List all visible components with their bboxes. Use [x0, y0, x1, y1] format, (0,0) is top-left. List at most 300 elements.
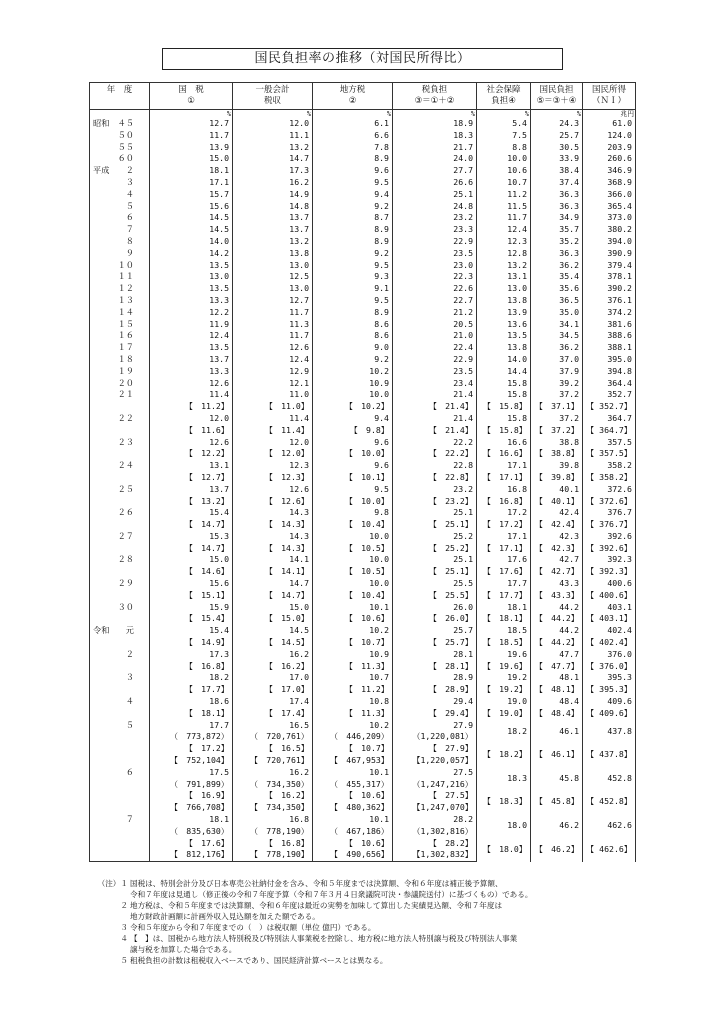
table-cell: 27.9 [393, 720, 477, 732]
table-cell [90, 613, 150, 625]
table-cell: 48.4 [531, 696, 583, 708]
table-cell: 【 22.8】 [393, 472, 477, 484]
table-row [90, 189, 636, 201]
table-cell: 10.1 [313, 814, 393, 826]
table-cell: 9.5 [313, 295, 393, 307]
table-cell: 14.1 [233, 554, 313, 566]
table-row [90, 130, 636, 142]
table-cell: 【 11.6】 [150, 425, 233, 437]
table-row [90, 153, 636, 165]
table-cell: 379.4 [583, 260, 636, 272]
table-cell: 34.1 [531, 319, 583, 331]
header-social-security-sub: 負担④ [477, 96, 531, 110]
table-cell: 8.9 [313, 307, 393, 319]
table-row [90, 602, 636, 614]
table-cell: 38.4 [531, 165, 583, 177]
table-cell: 【 17.1】 [477, 472, 531, 484]
table-row [90, 248, 636, 260]
table-cell: （ 734,350） [233, 779, 313, 791]
table-cell: 364.4 [583, 378, 636, 390]
table-cell: 25.5 [393, 578, 477, 590]
header-tax-burden: 税負担 [393, 83, 477, 97]
table-cell: 10.1 [313, 602, 393, 614]
table-cell: ２７ [90, 531, 150, 543]
table-row [90, 378, 636, 390]
table-cell: 24.3 [531, 118, 583, 130]
table-row [90, 708, 636, 720]
table-row [90, 838, 636, 850]
table-cell: ５ [90, 201, 150, 213]
table-cell: 23.0 [393, 260, 477, 272]
table-cell: 34.9 [531, 212, 583, 224]
table-cell: 15.6 [150, 578, 233, 590]
table-cell: １８ [90, 354, 150, 366]
table-cell [90, 755, 150, 767]
table-cell: 【 11.4】 [233, 425, 313, 437]
table-row [90, 566, 636, 578]
table-cell: 16.6 [477, 437, 531, 449]
table-cell: 13.0 [233, 260, 313, 272]
table-cell: 16.2 [233, 767, 313, 779]
header-social-security: 社会保障 [477, 83, 531, 97]
table-cell: 【 10.1】 [313, 472, 393, 484]
table-cell: 【 14.7】 [150, 543, 233, 555]
table-cell: 24.8 [393, 201, 477, 213]
table-cell: 10.7 [313, 672, 393, 684]
table-cell: 【 372.6】 [583, 496, 636, 508]
table-cell: 16.8 [477, 484, 531, 496]
header-national-income: 国民所得 [583, 83, 636, 97]
table-cell: 22.8 [393, 460, 477, 472]
table-body [90, 118, 636, 862]
table-cell: 12.5 [233, 271, 313, 283]
table-cell: １５ [90, 319, 150, 331]
table-cell [90, 496, 150, 508]
table-cell: 21.4 [393, 413, 477, 425]
table-cell: 【 490,656】 [313, 849, 393, 861]
table-cell: 12.9 [233, 366, 313, 378]
table-cell: 11.7 [233, 330, 313, 342]
table-cell: 17.6 [477, 554, 531, 566]
table-cell: 12.0 [150, 413, 233, 425]
unit-cell: % [477, 110, 531, 119]
table-cell: 【 14.1】 [233, 566, 313, 578]
table-cell: 18.9 [393, 118, 477, 130]
table-cell: 【 18.1】 [477, 613, 531, 625]
table-cell: 【 14.3】 [233, 519, 313, 531]
table-cell: 13.1 [477, 271, 531, 283]
footnote-line [96, 922, 656, 933]
table-cell: 22.4 [393, 342, 477, 354]
table-cell: 390.9 [583, 248, 636, 260]
table-cell: 13.9 [477, 307, 531, 319]
table-cell: 18.3 [477, 767, 531, 791]
table-cell: 【 46.2】 [531, 838, 583, 862]
table-row [90, 696, 636, 708]
footnote-line [96, 944, 656, 955]
table-cell: 10.0 [313, 578, 393, 590]
table-cell: 46.1 [531, 720, 583, 744]
table-cell: （ 467,186） [313, 826, 393, 838]
table-cell [90, 472, 150, 484]
table-cell: 【 18.1】 [150, 708, 233, 720]
table-cell: 【 17.6】 [477, 566, 531, 578]
footnote-text: 譲与税を加算した場合である。 [130, 945, 237, 954]
header-national-burden: 国民負担 [531, 83, 583, 97]
table-cell: 400.6 [583, 578, 636, 590]
table-cell: 【 14.7】 [233, 590, 313, 602]
table-cell: 【 48.4】 [531, 708, 583, 720]
table-cell: ２ [90, 649, 150, 661]
table-cell: 【 11.2】 [150, 401, 233, 413]
table-cell: 15.8 [477, 389, 531, 401]
footnote-text: 【 】は、国税から地方法人特別税及び特別法人事業税を控除し、地方税に地方法人特別譲与税及び特別法人事業 [130, 934, 518, 943]
table-cell: 36.2 [531, 342, 583, 354]
table-row [90, 814, 636, 826]
table-cell: 【 18.3】 [477, 790, 531, 814]
table-cell: 【 42.4】 [531, 519, 583, 531]
table-cell: 15.0 [150, 554, 233, 566]
unit-row [90, 110, 636, 119]
table-cell: 18.2 [150, 672, 233, 684]
table-cell: ２１ [90, 389, 150, 401]
table-cell: 【 16.8】 [233, 838, 313, 850]
table-row [90, 625, 636, 637]
table-cell: 【 392.6】 [583, 543, 636, 555]
table-cell: ４ [90, 696, 150, 708]
footnote-key: ４ [120, 934, 128, 943]
table-cell: 203.9 [583, 142, 636, 154]
table-cell: 【 28.9】 [393, 684, 477, 696]
table-cell: 令和 元 [90, 625, 150, 637]
table-row [90, 307, 636, 319]
header-national-tax: 国 税 [150, 83, 233, 97]
table-cell: 37.9 [531, 366, 583, 378]
table-row [90, 484, 636, 496]
table-cell: 18.3 [393, 130, 477, 142]
table-cell: 【 11.0】 [233, 401, 313, 413]
table-cell: １７ [90, 342, 150, 354]
table-cell: 23.4 [393, 378, 477, 390]
table-cell: 380.2 [583, 224, 636, 236]
table-cell: 9.3 [313, 271, 393, 283]
table-cell: 19.6 [477, 649, 531, 661]
table-cell: 14.5 [150, 224, 233, 236]
table-cell: 12.3 [233, 460, 313, 472]
table-cell: 【 38.8】 [531, 448, 583, 460]
table-cell: ４ [90, 189, 150, 201]
table-row [90, 212, 636, 224]
table-cell: 25.7 [531, 130, 583, 142]
table-cell: 12.4 [233, 354, 313, 366]
table-cell: 14.8 [233, 201, 313, 213]
table-cell [90, 838, 150, 850]
table-cell: 36.3 [531, 189, 583, 201]
footnote-text: 令和７年度は見通し（修正後の令和７年度予算（令和７年３月４日衆議院可決・参議院送付）に基づくもの）である。 [130, 890, 533, 899]
table-cell [90, 826, 150, 838]
table-cell: 13.7 [233, 212, 313, 224]
table-cell: ２３ [90, 437, 150, 449]
table-cell: 9.2 [313, 248, 393, 260]
table-cell: 13.3 [150, 295, 233, 307]
table-cell: 13.9 [150, 142, 233, 154]
table-cell: 13.2 [477, 260, 531, 272]
table-cell: 46.2 [531, 814, 583, 838]
table-cell: 402.4 [583, 625, 636, 637]
table-cell: 【 12.3】 [233, 472, 313, 484]
table-cell: 10.0 [313, 531, 393, 543]
table-cell: 【 17.4】 [233, 708, 313, 720]
table-cell: 【 10.0】 [313, 496, 393, 508]
table-cell: 【 15.1】 [150, 590, 233, 602]
table-cell: 【 812,176】 [150, 849, 233, 861]
table-cell: 23.5 [393, 366, 477, 378]
header-national-tax-sub: ① [150, 96, 233, 110]
table-row [90, 389, 636, 401]
table-cell: ５０ [90, 130, 150, 142]
footnote-line [96, 933, 656, 944]
header-general-account: 一般会計 [233, 83, 313, 97]
table-cell: 【 13.2】 [150, 496, 233, 508]
table-cell: （ 778,190） [233, 826, 313, 838]
table-cell: 9.6 [313, 437, 393, 449]
table-cell: 【 22.2】 [393, 448, 477, 460]
table-cell: ３ [90, 177, 150, 189]
table-row [90, 531, 636, 543]
table-cell: 35.7 [531, 224, 583, 236]
table-cell: １９ [90, 366, 150, 378]
header-tax-burden-sub: ③＝①＋② [393, 96, 477, 110]
table-cell: 35.6 [531, 283, 583, 295]
table-cell: 12.7 [233, 295, 313, 307]
table-cell: 【 392.3】 [583, 566, 636, 578]
table-row [90, 236, 636, 248]
table-row [90, 637, 636, 649]
unit-cell: % [531, 110, 583, 119]
footnote-text: 租税負担の計数は租税収入ベースであり、国民経済計算ベースとは異なる。 [130, 956, 388, 965]
table-cell: 13.6 [477, 319, 531, 331]
table-cell: 48.1 [531, 672, 583, 684]
table-cell: 462.6 [583, 814, 636, 838]
table-cell: 12.1 [233, 378, 313, 390]
table-cell: 10.1 [313, 767, 393, 779]
table-cell: 9.4 [313, 413, 393, 425]
table-cell: 15.6 [150, 201, 233, 213]
table-cell: 23.5 [393, 248, 477, 260]
table-cell: 【 14.7】 [150, 519, 233, 531]
table-cell: 15.9 [150, 602, 233, 614]
table-cell: １３ [90, 295, 150, 307]
table-row [90, 260, 636, 272]
table-cell: 19.0 [477, 696, 531, 708]
table-cell: 【 29.4】 [393, 708, 477, 720]
table-cell: 44.2 [531, 625, 583, 637]
table-cell: 13.5 [150, 260, 233, 272]
table-cell: 15.4 [150, 625, 233, 637]
table-cell: 16.2 [233, 649, 313, 661]
footnote-text: 地方税は、令和５年度までは決算額、令和６年度は最近の実勢を加味して算出した実績見込額、令和７年度は [130, 901, 503, 910]
table-row [90, 472, 636, 484]
table-cell: 10.6 [477, 165, 531, 177]
table-row [90, 743, 636, 755]
table-cell: 【 16.2】 [233, 790, 313, 802]
unit-cell: % [313, 110, 393, 119]
footnotes [96, 878, 656, 966]
header-national-burden-sub: ⑤＝③＋④ [531, 96, 583, 110]
table-row [90, 613, 636, 625]
table-cell: ３０ [90, 602, 150, 614]
table-cell: 14.9 [233, 189, 313, 201]
table-cell: 【1,220,057】 [393, 755, 477, 767]
table-cell: 【 17.6】 [150, 838, 233, 850]
table-cell: 28.1 [393, 649, 477, 661]
table-cell: 374.2 [583, 307, 636, 319]
table-cell: 17.2 [477, 507, 531, 519]
table-cell: 8.9 [313, 236, 393, 248]
table-cell: 11.7 [150, 130, 233, 142]
table-cell: 28.9 [393, 672, 477, 684]
table-cell: 【 15.8】 [477, 425, 531, 437]
table-cell: 42.3 [531, 531, 583, 543]
table-cell: 【 467,953】 [313, 755, 393, 767]
table-cell: （ 455,317） [313, 779, 393, 791]
table-cell: ２５ [90, 484, 150, 496]
table-cell: 44.2 [531, 602, 583, 614]
table-cell [90, 637, 150, 649]
table-cell: 437.8 [583, 720, 636, 744]
table-cell: 【 9.8】 [313, 425, 393, 437]
table-cell: ５ [90, 720, 150, 732]
table-cell: 452.8 [583, 767, 636, 791]
table-cell: ２４ [90, 460, 150, 472]
table-cell: 14.0 [150, 236, 233, 248]
table-cell: 29.4 [393, 696, 477, 708]
table-cell: 25.1 [393, 507, 477, 519]
table-cell: 5.4 [477, 118, 531, 130]
table-cell: ６０ [90, 153, 150, 165]
table-cell: 15.8 [477, 413, 531, 425]
table-cell: 【 17.7】 [150, 684, 233, 696]
table-cell: 22.9 [393, 236, 477, 248]
table-cell: 【 25.1】 [393, 519, 477, 531]
footnote-key: （注）１ [97, 879, 128, 888]
table-cell: 【 14.5】 [233, 637, 313, 649]
table-cell: 【 12.7】 [150, 472, 233, 484]
table-cell: 昭和 ４５ [90, 118, 150, 130]
footnote-key: ５ [120, 956, 128, 965]
table-cell: 【 10.6】 [313, 790, 393, 802]
table-cell: 【 14.9】 [150, 637, 233, 649]
table-cell: 【 376.7】 [583, 519, 636, 531]
table-cell: 17.1 [477, 460, 531, 472]
table-cell: 357.5 [583, 437, 636, 449]
table-cell [90, 743, 150, 755]
table-cell: 【 16.9】 [150, 790, 233, 802]
table-cell: 22.3 [393, 271, 477, 283]
table-cell: 7.5 [477, 130, 531, 142]
table-cell: 17.3 [233, 165, 313, 177]
table-cell: 36.2 [531, 260, 583, 272]
table-cell: 403.1 [583, 602, 636, 614]
table-cell: 11.4 [233, 413, 313, 425]
table-cell: 19.2 [477, 672, 531, 684]
table-cell: 392.6 [583, 531, 636, 543]
table-cell: 【 357.5】 [583, 448, 636, 460]
table-cell: 28.2 [393, 814, 477, 826]
table-cell: 【 37.1】 [531, 401, 583, 413]
table-cell: 11.3 [233, 319, 313, 331]
table-cell: 22.9 [393, 354, 477, 366]
table-cell: 373.0 [583, 212, 636, 224]
footnote-line [96, 878, 656, 889]
table-cell: 37.4 [531, 177, 583, 189]
table-cell: 13.2 [233, 142, 313, 154]
table-cell: 10.2 [313, 366, 393, 378]
table-cell: 【 364.7】 [583, 425, 636, 437]
footnote-text: 令和５年度から令和７年度までの（ ）は税収額（単位 億円）である。 [130, 923, 376, 932]
table-cell [90, 519, 150, 531]
table-cell: 【 27.9】 [393, 743, 477, 755]
table-cell: 11.1 [233, 130, 313, 142]
table-cell: 【 10.5】 [313, 543, 393, 555]
table-cell: 13.7 [233, 224, 313, 236]
unit-cell [90, 110, 150, 119]
page-title: 国民負担率の推移（対国民所得比） [162, 48, 563, 70]
table-cell: （ 446,209） [313, 731, 393, 743]
table-cell: 18.1 [150, 814, 233, 826]
table-cell: 16.5 [233, 720, 313, 732]
table-cell: 23.2 [393, 212, 477, 224]
table-cell: 11.7 [233, 307, 313, 319]
table-cell: 【 25.7】 [393, 637, 477, 649]
table-cell: 16.2 [233, 177, 313, 189]
table-cell: 12.3 [477, 236, 531, 248]
table-cell: 13.5 [150, 342, 233, 354]
table-cell: 23.2 [393, 484, 477, 496]
table-cell: 365.4 [583, 201, 636, 213]
table-cell: 11.0 [233, 389, 313, 401]
table-cell: 18.6 [150, 696, 233, 708]
table-cell [90, 425, 150, 437]
table-cell: 【 39.8】 [531, 472, 583, 484]
table-cell: 35.4 [531, 271, 583, 283]
table-cell: 9.0 [313, 342, 393, 354]
table-cell: 12.6 [150, 437, 233, 449]
table-cell: 17.4 [233, 696, 313, 708]
table-cell: 18.2 [477, 720, 531, 744]
table-cell: 21.4 [393, 389, 477, 401]
table-row [90, 142, 636, 154]
table-cell: 13.8 [477, 295, 531, 307]
table-cell: 37.0 [531, 354, 583, 366]
table-cell: （ 773,872） [150, 731, 233, 743]
table-cell: 16.8 [233, 814, 313, 826]
table-cell: 【 10.5】 [313, 566, 393, 578]
table-cell: １６ [90, 330, 150, 342]
table-cell: 45.8 [531, 767, 583, 791]
table-cell: 8.9 [313, 153, 393, 165]
table-cell: 【 16.8】 [477, 496, 531, 508]
table-cell: 12.6 [150, 378, 233, 390]
table-cell: 381.6 [583, 319, 636, 331]
table-cell: （ 720,761） [233, 731, 313, 743]
table-row [90, 201, 636, 213]
table-cell: （1,302,816） [393, 826, 477, 838]
table-cell: 【 10.4】 [313, 519, 393, 531]
table-cell [90, 779, 150, 791]
table-cell: 42.7 [531, 554, 583, 566]
table-cell: 8.9 [313, 224, 393, 236]
